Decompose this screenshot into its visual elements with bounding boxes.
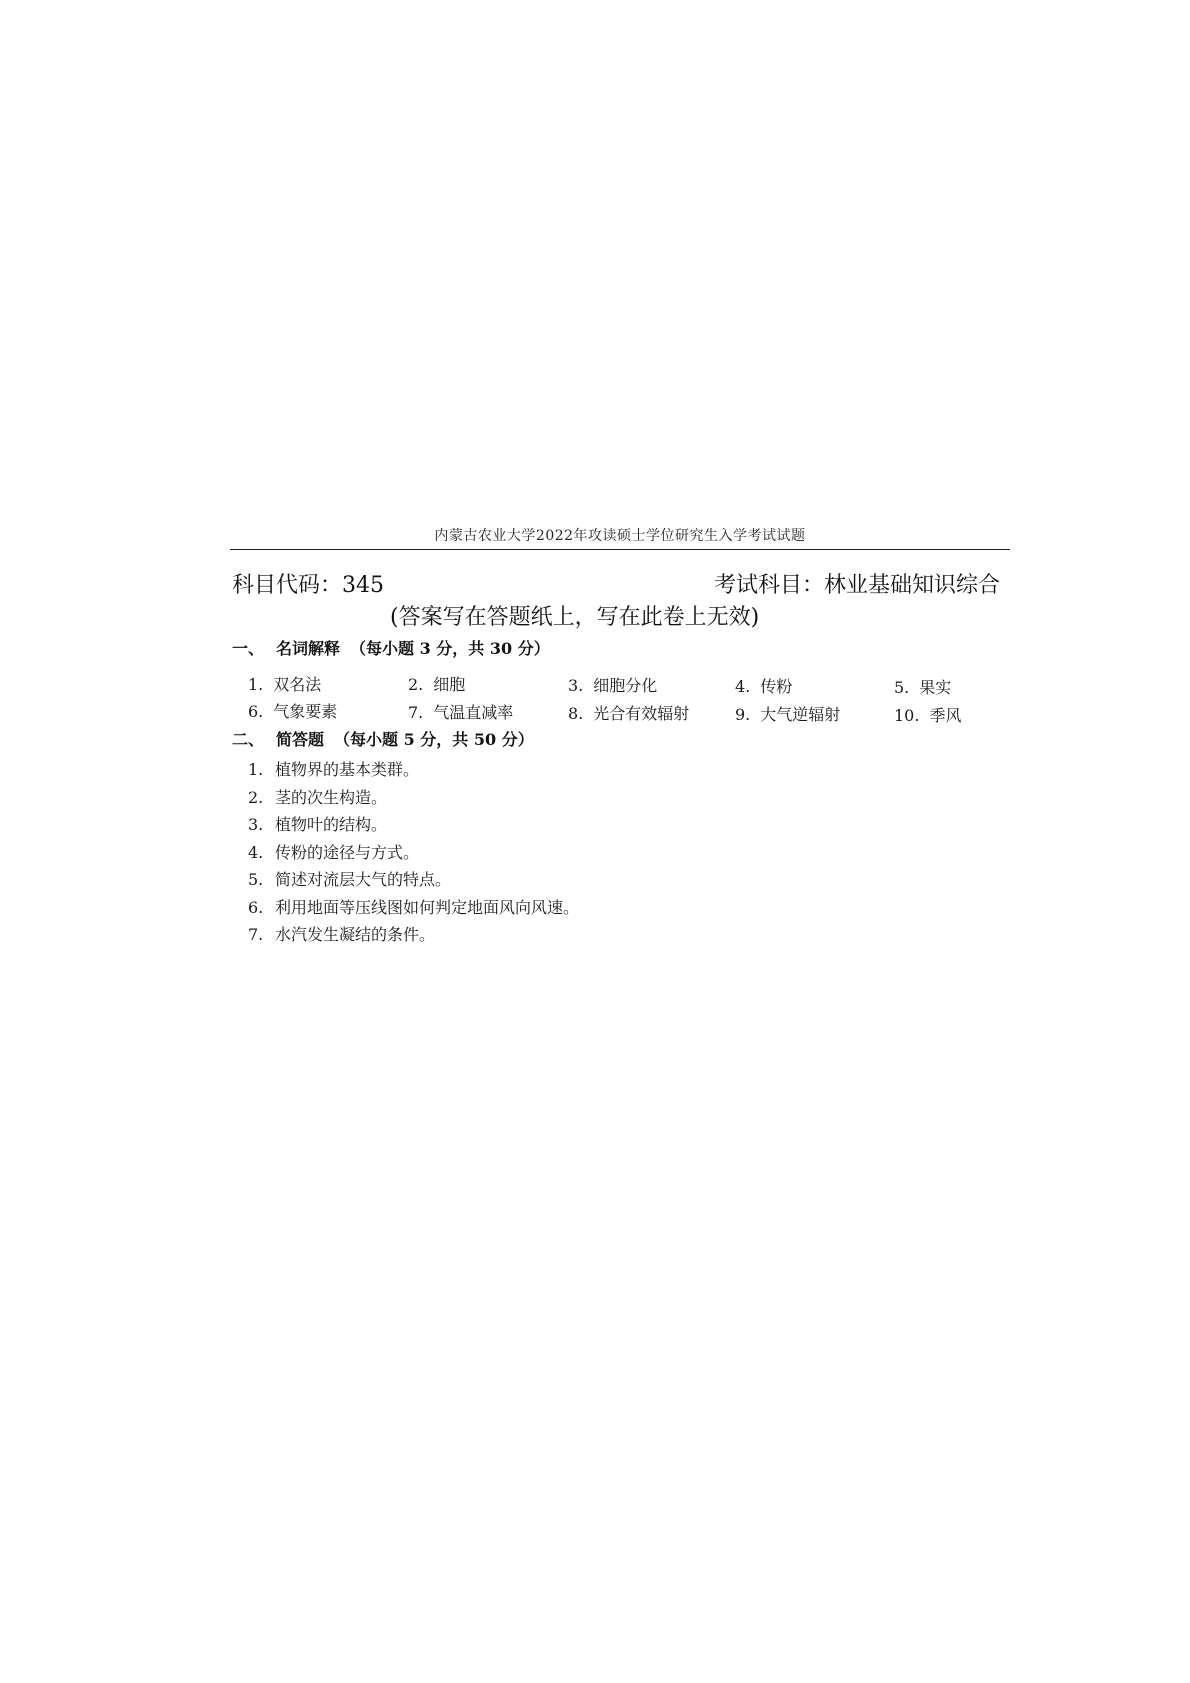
question-item: 3. 植物叶的结构。 [248, 815, 388, 834]
term-item: 8. 光合有效辐射 [568, 704, 690, 723]
question-item: 5. 简述对流层大气的特点。 [248, 870, 452, 889]
term-item: 1. 双名法 [248, 675, 322, 694]
term-item: 2. 细胞 [408, 675, 466, 694]
section-1-number: 一、 [232, 639, 265, 658]
question-item: 1. 植物界的基本类群。 [248, 760, 420, 779]
exam-header-title: 内蒙古农业大学2022年攻读硕士学位研究生入学考试试题 [434, 528, 806, 544]
term-item: 6. 气象要素 [248, 702, 338, 721]
section-2-scoring: （每小题 5 分，共 50 分） [334, 730, 534, 749]
term-item: 3. 细胞分化 [568, 676, 658, 695]
section-1-heading [232, 636, 550, 659]
question-item: 4. 传粉的途径与方式。 [248, 843, 420, 862]
header-divider [230, 549, 1010, 550]
question-item: 2. 茎的次生构造。 [248, 788, 388, 807]
term-item: 4. 传粉 [735, 677, 793, 696]
section-1-scoring: （每小题 3 分，共 30 分） [350, 639, 550, 658]
answer-notice: (答案写在答题纸上，写在此卷上无效) [390, 605, 760, 630]
term-item: 10. 季风 [894, 706, 962, 725]
term-item: 9. 大气逆辐射 [735, 705, 841, 724]
term-item: 5. 果实 [894, 678, 952, 697]
subject-code: 科目代码：345 [232, 573, 384, 598]
section-2-number: 二、 [232, 730, 265, 749]
term-item: 7. 气温直减率 [408, 703, 514, 722]
section-2-heading [232, 727, 534, 750]
question-item: 7. 水汽发生凝结的条件。 [248, 925, 436, 944]
subject-name: 考试科目：林业基础知识综合 [713, 573, 1000, 598]
section-2-title: 简答题 [276, 730, 325, 749]
question-item: 6. 利用地面等压线图如何判定地面风向风速。 [248, 898, 580, 917]
section-1-title: 名词解释 [276, 639, 341, 658]
